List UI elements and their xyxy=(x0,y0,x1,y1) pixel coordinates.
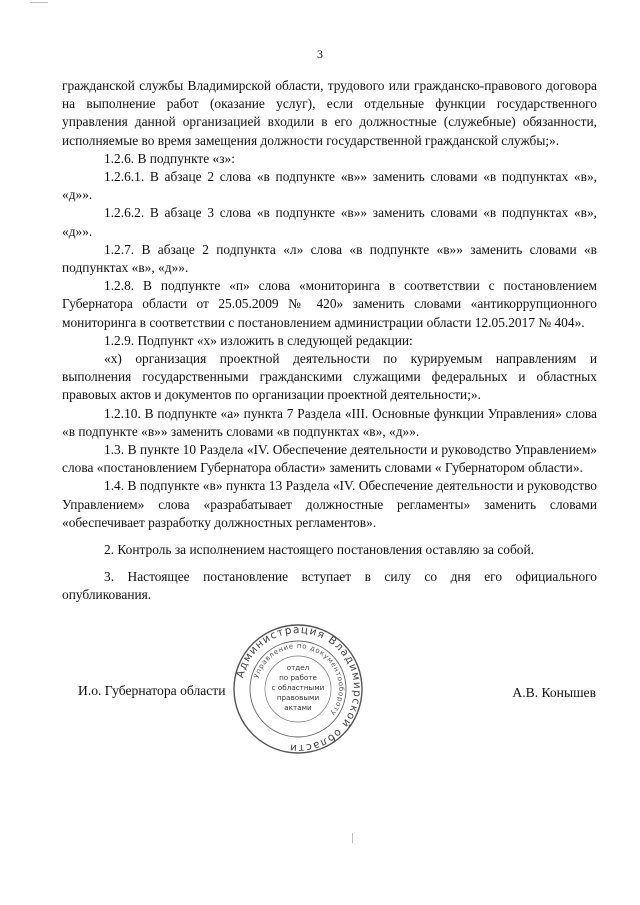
scan-artifact xyxy=(30,2,48,3)
paragraph: 1.2.7. В абзаце 2 подпункта «л» слова «в подпункте «в»» заменить словами «в подпунктах «в», «д»». xyxy=(62,241,597,276)
stamp-center-line: отдел xyxy=(286,663,310,672)
paragraph: 1.2.6.1. В абзаце 2 слова «в подпункте «в»» заменить словами «в подпунктах «в», «д»». xyxy=(62,169,597,203)
paragraph: 1.2.6. В подпункте «з»: xyxy=(104,150,235,166)
paragraph: 1.2.10. В подпункте «а» пункта 7 Раздела «III. Основные функции Управления» слова «в подпункте «в»» заменить словами «в подпунктах «в», «д»». xyxy=(62,405,597,439)
paragraph: 1.3. В пункте 10 Раздела «IV. Обеспечение деятельности и руководство Управлением» слова «постановлением Губернатора области» заменить словами « Губернатором области». xyxy=(62,442,597,476)
paragraph: гражданской службы Владимирской области, трудового или гражданско-правового договора на выполнение работ (оказание услуг), если отдельные функции государственного управления данной организацией входили в его должностные (служебные) обязанности, исполняемые во время замещения должности государственной гражданской службы;». xyxy=(62,78,597,148)
paragraph: 3. Настоящее постановление вступает в силу со дня его официального опубликования. xyxy=(62,569,597,603)
stamp-center-line: по работе xyxy=(279,673,317,682)
stamp-center-line: правовыми xyxy=(276,693,320,702)
page-number: 3 xyxy=(317,47,323,61)
stamp-outer-text: Администрация Владимирской области xyxy=(234,623,364,755)
paragraph: 1.4. В подпункте «в» пункта 13 Раздела «IV. Обеспечение деятельности и руководство Управлением» слова «разрабатывает должностные регламенты» заменить словами «обеспечивает разработку должностных регламентов». xyxy=(62,478,597,530)
paragraph: 2. Контроль за исполнением настоящего постановления оставляю за собой. xyxy=(104,542,535,558)
official-stamp xyxy=(232,623,364,755)
scan-artifact xyxy=(352,833,353,843)
stamp-center-line: актами xyxy=(284,703,312,712)
signatory-name: А.В. Конышев xyxy=(512,685,596,700)
paragraph: 1.2.6.2. В абзаце 3 слова «в подпункте «в»» заменить словами «в подпунктах «в», «д»». xyxy=(62,205,597,239)
stamp-inner-text: Управление по документообороту xyxy=(252,641,346,718)
signatory-position: И.о. Губернатора области xyxy=(78,683,226,698)
paragraph: 1.2.8. В подпункте «п» слова «мониторинга в соответствии с постановлением Губернатора области от 25.05.2009 № 420» заменить словами «антикоррупционного мониторинга в соответствии с постановлением администрации области 12.05.2017 № 404». xyxy=(62,278,597,330)
document-body xyxy=(62,77,597,605)
paragraph: 1.2.9. Подпункт «х» изложить в следующей редакции: xyxy=(104,332,413,348)
paragraph: «х) организация проектной деятельности по курируемым направлениям и выполнения государственными гражданскими служащими федеральных и областных правовых актов и документов по организации проектной деятельности;». xyxy=(62,351,597,403)
stamp-center-line: с областными xyxy=(271,683,325,692)
